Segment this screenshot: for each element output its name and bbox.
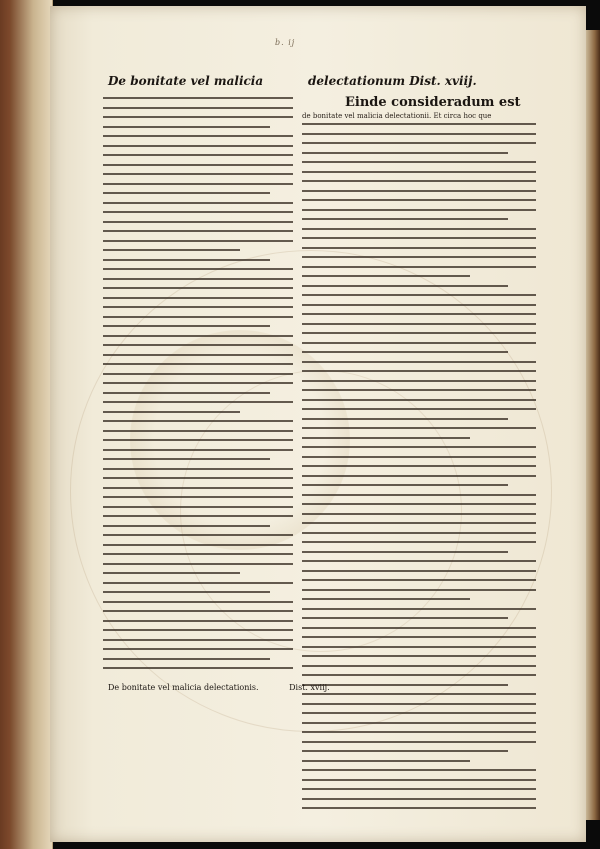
- text-line: [103, 192, 270, 202]
- text-line: [302, 560, 536, 570]
- text-line: [302, 712, 536, 722]
- text-line: [103, 515, 293, 525]
- text-line: [103, 458, 270, 468]
- text-line: [302, 133, 536, 143]
- text-line: [302, 807, 536, 813]
- text-line: [103, 249, 240, 259]
- text-line: [302, 703, 536, 713]
- text-line: [103, 287, 293, 297]
- text-line: [103, 382, 293, 392]
- text-line: [103, 145, 293, 155]
- text-line: [302, 769, 536, 779]
- text-line: [103, 477, 293, 487]
- text-line: [302, 123, 536, 133]
- text-line: [103, 202, 293, 212]
- text-line: [302, 351, 508, 361]
- text-line: [302, 275, 470, 285]
- text-line: [302, 494, 536, 504]
- text-line: [302, 617, 508, 627]
- text-line: [302, 541, 536, 551]
- text-line: [103, 620, 293, 630]
- text-column-left: [103, 97, 293, 672]
- text-line: [103, 363, 293, 373]
- text-line: [103, 563, 293, 573]
- text-line: [302, 370, 536, 380]
- text-line: [103, 468, 293, 478]
- text-line: [302, 798, 536, 808]
- text-line: [302, 750, 508, 760]
- text-line: [103, 278, 293, 288]
- text-line: [302, 532, 536, 542]
- text-line: [302, 570, 536, 580]
- text-line: [103, 411, 240, 421]
- text-line: [302, 285, 508, 295]
- text-line: [302, 731, 536, 741]
- text-line: [302, 437, 470, 447]
- text-line: [302, 722, 536, 732]
- column-footer: [108, 683, 330, 692]
- text-line: [302, 142, 536, 152]
- text-line: [103, 401, 293, 411]
- text-line: [103, 97, 293, 107]
- text-line: [103, 544, 293, 554]
- text-line: [103, 335, 293, 345]
- text-line: [302, 342, 536, 352]
- text-line: [302, 256, 536, 266]
- text-line: [302, 636, 536, 646]
- text-line: [103, 230, 293, 240]
- text-line: [103, 354, 293, 364]
- text-line: [103, 107, 293, 117]
- text-line: [302, 361, 536, 371]
- text-line: [103, 449, 293, 459]
- shelfmark: b. ij: [275, 38, 296, 47]
- text-line: [302, 589, 536, 599]
- text-line: [103, 297, 293, 307]
- text-line: [302, 313, 536, 323]
- text-line: [103, 601, 293, 611]
- text-line: [103, 506, 293, 516]
- text-line: [302, 332, 536, 342]
- text-line: [103, 154, 293, 164]
- text-line: [302, 380, 536, 390]
- text-line: [103, 439, 293, 449]
- text-line: [103, 534, 293, 544]
- text-column-right: [302, 123, 536, 813]
- rubric-subtitle: de bonitate vel malicia delectationii. Et circa hoc que: [302, 112, 492, 120]
- text-line: [103, 240, 293, 250]
- text-line: [302, 598, 470, 608]
- text-line: [302, 161, 536, 171]
- text-line: [103, 116, 293, 126]
- text-line: [302, 674, 536, 684]
- text-line: [103, 582, 293, 592]
- text-line: [302, 266, 536, 276]
- text-line: [103, 392, 270, 402]
- text-line: [302, 323, 536, 333]
- text-line: [103, 525, 270, 535]
- text-line: [302, 627, 536, 637]
- text-line: [302, 551, 508, 561]
- text-line: [302, 408, 536, 418]
- text-line: [302, 199, 536, 209]
- text-line: [302, 779, 536, 789]
- text-line: [302, 503, 536, 513]
- text-line: [302, 741, 536, 751]
- text-line: [103, 183, 293, 193]
- text-line: [103, 221, 293, 231]
- text-line: [302, 389, 536, 399]
- text-line: [103, 135, 293, 145]
- footer-title: De bonitate vel malicia delectationis.: [108, 683, 259, 692]
- text-line: [302, 465, 536, 475]
- text-line: [302, 484, 508, 494]
- running-header-right: delectationum Dist. xviij.: [308, 74, 477, 88]
- text-line: [103, 211, 293, 221]
- text-line: [302, 608, 536, 618]
- text-line: [302, 399, 536, 409]
- text-line: [302, 684, 508, 694]
- text-line: [103, 306, 293, 316]
- text-line: [302, 209, 536, 219]
- text-line: [103, 591, 270, 601]
- text-line: [103, 316, 293, 326]
- text-line: [302, 693, 536, 703]
- text-line: [302, 646, 536, 656]
- text-line: [302, 304, 536, 314]
- text-line: [302, 237, 536, 247]
- text-line: [302, 190, 536, 200]
- text-line: [103, 658, 270, 668]
- text-line: [302, 513, 536, 523]
- text-line: [103, 648, 293, 658]
- text-line: [302, 427, 536, 437]
- text-line: [103, 487, 293, 497]
- text-line: [103, 572, 240, 582]
- text-line: [302, 218, 508, 228]
- footer-dist: Dist. xviij.: [289, 683, 330, 692]
- text-line: [302, 475, 536, 485]
- text-line: [103, 629, 293, 639]
- text-line: [302, 247, 536, 257]
- text-line: [302, 788, 536, 798]
- text-line: [103, 496, 293, 506]
- text-line: [302, 655, 536, 665]
- text-line: [302, 522, 536, 532]
- running-header-left: De bonitate vel malicia: [108, 74, 264, 88]
- text-line: [103, 325, 270, 335]
- text-line: [103, 553, 293, 563]
- page-edge: [586, 30, 600, 820]
- text-line: [302, 579, 536, 589]
- text-line: [103, 268, 293, 278]
- text-line: [103, 639, 293, 649]
- text-line: [103, 259, 270, 269]
- text-line: [103, 420, 293, 430]
- text-line: [103, 373, 293, 383]
- text-line: [302, 665, 536, 675]
- text-line: [103, 430, 293, 440]
- text-line: [103, 610, 293, 620]
- text-line: [302, 171, 536, 181]
- text-line: [302, 152, 508, 162]
- text-line: [302, 228, 536, 238]
- text-line: [302, 180, 536, 190]
- cover-edge: [10, 0, 53, 849]
- text-line: [103, 173, 293, 183]
- section-rubric: Einde consideradum est: [345, 95, 521, 110]
- text-line: [302, 760, 470, 770]
- text-line: [103, 344, 293, 354]
- text-line: [302, 294, 536, 304]
- text-line: [103, 126, 270, 136]
- text-line: [302, 446, 536, 456]
- text-line: [103, 164, 293, 174]
- text-line: [103, 667, 293, 672]
- text-line: [302, 418, 508, 428]
- text-line: [302, 456, 536, 466]
